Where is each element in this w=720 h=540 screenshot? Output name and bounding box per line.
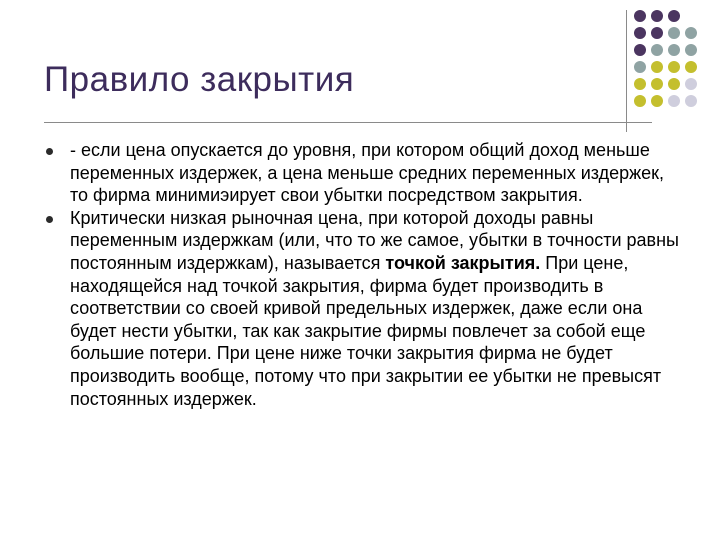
bullet-text-2-before: Критически низкая рыночная цена, при которой доходы равны переменным издержкам (или, что то же самое, убытки в точности равны постоянным издержкам), называется [70, 207, 679, 273]
decorative-dot [651, 78, 663, 90]
decorative-dot [668, 78, 680, 90]
decorative-dot [634, 61, 646, 73]
shutdown-point-term: точкой закрытия. [385, 252, 541, 273]
decorative-dot [634, 95, 646, 107]
decorative-dot [651, 44, 663, 56]
decorative-dot [668, 10, 680, 22]
decorative-dot [651, 27, 663, 39]
bullet-item-1 [46, 139, 686, 207]
decorative-dot [668, 61, 680, 73]
decorative-dot [651, 10, 663, 22]
decorative-dot [668, 44, 680, 56]
decorative-dot [634, 44, 646, 56]
bullet-text-1: - если цена опускается до уровня, при котором общий доход меньше переменных издержек, а цена меньше средних переменных издержек, то фирма минимиэирует свои убытки посредством закрытия. [70, 140, 665, 206]
bullet-list [46, 139, 686, 410]
decorative-dot [634, 27, 646, 39]
slide-title: Правило закрытия [44, 60, 355, 99]
decorative-dot [634, 10, 646, 22]
decorative-dot [685, 61, 697, 73]
decorative-dot [668, 95, 680, 107]
bullet-text-2-after: При цене, находящейся над точкой закрытия, фирма будет производить в соответствии со своей кривой предельных издержек, даже если она будет нести убытки, так как закрытие фирмы повлечет за собой еще большие потери. При цене ниже точки закрытия фирма не будет производить вообще, потому что при закрытии ее убытки не превысят постоянных издержек. [70, 252, 662, 409]
decorative-dot [668, 27, 680, 39]
bullet-dot [46, 148, 53, 155]
horizontal-divider [44, 122, 652, 123]
vertical-divider [626, 10, 627, 132]
decorative-dot [651, 61, 663, 73]
decorative-dot [685, 95, 697, 107]
decorative-dot [634, 78, 646, 90]
decorative-dot [685, 44, 697, 56]
decorative-dot [685, 27, 697, 39]
decorative-dot [651, 95, 663, 107]
bullet-item-2 [46, 207, 686, 410]
bullet-dot [46, 216, 53, 223]
decorative-dot [685, 78, 697, 90]
